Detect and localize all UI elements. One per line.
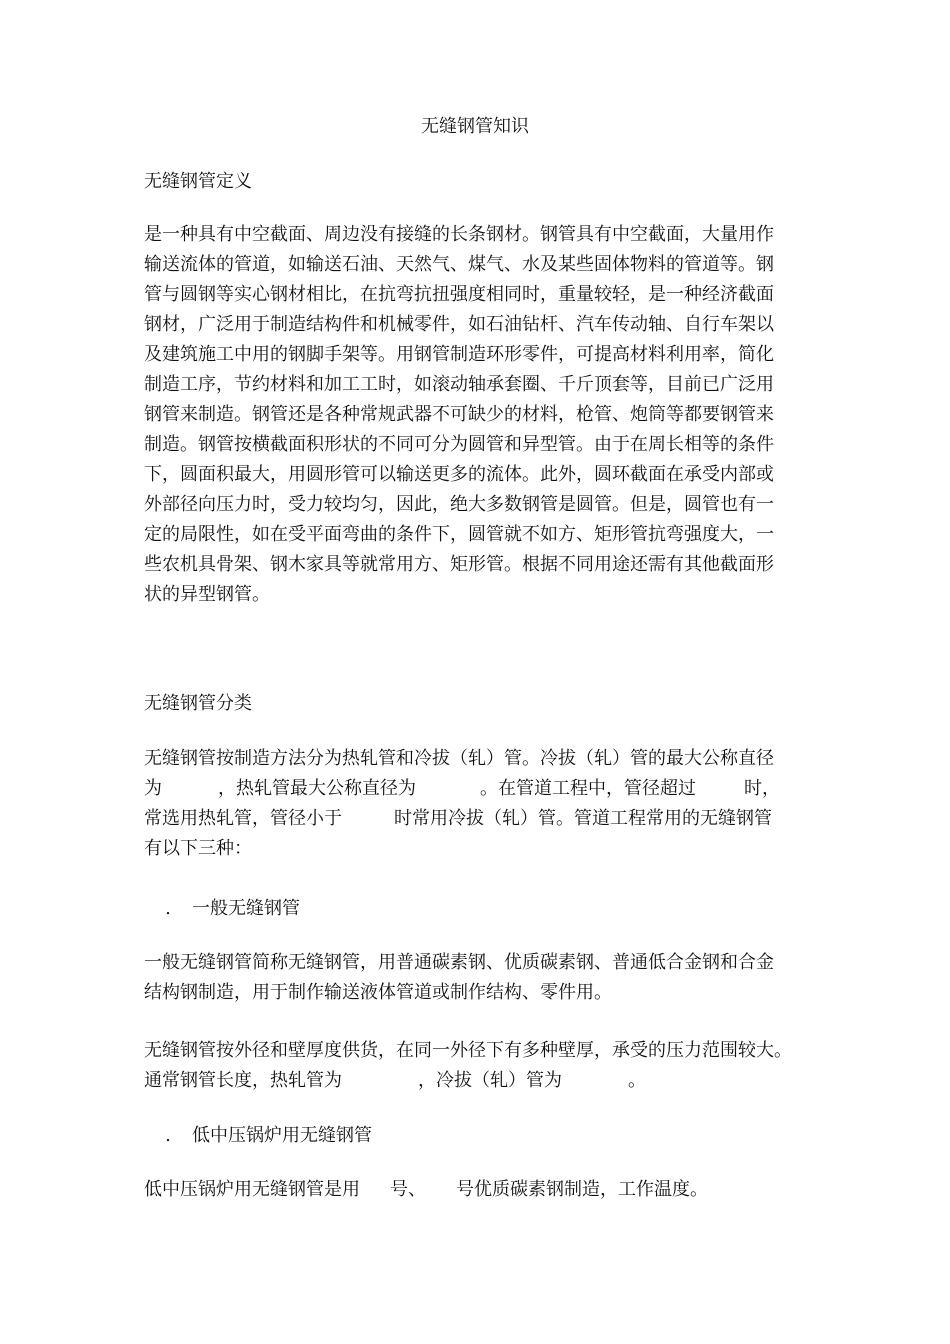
- paragraph-line: 钢管来制造。钢管还是各种常规武器不可缺少的材料，枪管、炮筒等都要钢管来: [144, 404, 774, 425]
- text-fragment: 为: [144, 778, 162, 799]
- text-fragment: 时常用冷拔（轧）管。管道工程常用的无缝钢管: [394, 808, 772, 829]
- paragraph-line: [144, 804, 808, 834]
- section-heading-classification: 无缝钢管分类: [144, 693, 252, 714]
- text-fragment: 。: [628, 1070, 646, 1091]
- paragraph-line: 状的异型钢管。: [144, 584, 270, 605]
- text-fragment: 低中压锅炉用无缝钢管是用: [144, 1179, 360, 1200]
- paragraph-line: 外部径向压力时，受力较均匀，因此，绝大多数钢管是圆管。但是，圆管也有一: [144, 494, 774, 515]
- list-marker: .: [165, 898, 171, 919]
- text-fragment: ，热轧管最大公称直径为: [218, 778, 416, 799]
- paragraph-line: 有以下三种：: [144, 838, 252, 859]
- text-fragment: 常选用热轧管，管径小于: [144, 808, 342, 829]
- text-fragment: ，冷拔（轧）管为: [418, 1070, 562, 1091]
- text-fragment: 号、: [390, 1179, 426, 1200]
- text-fragment: 号优质碳素钢制造，工作温度。: [456, 1179, 708, 1200]
- paragraph-line: 制造。钢管按横截面积形状的不同可分为圆管和异型管。由于在周长相等的条件: [144, 434, 774, 455]
- paragraph-line: 制造工序，节约材料和加工工时，如滚动轴承套圈、千斤顶套等，目前已广泛用: [144, 374, 774, 395]
- list-item-label: 一般无缝钢管: [192, 898, 300, 919]
- list-item-low-medium-pressure-boiler-pipe: [144, 1121, 372, 1151]
- paragraph-line: [144, 774, 808, 804]
- section-heading-definition: 无缝钢管定义: [144, 171, 252, 192]
- boiler-pipe-paragraph: [144, 1175, 808, 1205]
- paragraph-line: 钢材，广泛用于制造结构件和机械零件，如石油钻杆、汽车传动轴、自行车架以: [144, 314, 774, 335]
- paragraph-line: 无缝钢管按制造方法分为热轧管和冷拔（轧）管。冷拔（轧）管的最大公称直径: [144, 748, 774, 769]
- paragraph-line: 无缝钢管按外径和壁厚度供货，在同一外径下有多种壁厚，承受的压力范围较大。: [144, 1040, 792, 1061]
- paragraph-line: 及建筑施工中用的钢脚手架等。用钢管制造环形零件，可提高材料利用率，简化: [144, 344, 774, 365]
- list-item-label: 低中压锅炉用无缝钢管: [192, 1125, 372, 1146]
- paragraph-line: 一般无缝钢管简称无缝钢管，用普通碳素钢、优质碳素钢、普通低合金钢和合金: [144, 952, 774, 973]
- paragraph-line: [144, 1066, 824, 1096]
- general-pipe-paragraph-2: [144, 1036, 824, 1096]
- list-marker: .: [165, 1125, 171, 1146]
- list-item-general-seamless-pipe: [144, 894, 300, 924]
- paragraph-line: 管与圆钢等实心钢材相比，在抗弯抗扭强度相同时，重量较轻，是一种经济截面: [144, 284, 774, 305]
- paragraph-line: 输送流体的管道，如输送石油、天然气、煤气、水及某些固体物料的管道等。钢: [144, 254, 774, 275]
- definition-paragraph: [144, 220, 808, 610]
- paragraph-line: [144, 1175, 808, 1205]
- paragraph-line: 是一种具有中空截面、周边没有接缝的长条钢材。钢管具有中空截面，大量用作: [144, 224, 774, 245]
- text-fragment: 。在管道工程中，管径超过: [480, 778, 696, 799]
- paragraph-line: 些农机具骨架、钢木家具等就常用方、矩形管。根据不同用途还需有其他截面形: [144, 554, 774, 575]
- text-fragment: 通常钢管长度，热轧管为: [144, 1070, 342, 1091]
- paragraph-line: 定的局限性，如在受平面弯曲的条件下，圆管就不如方、矩形管抗弯强度大，一: [144, 524, 774, 545]
- text-fragment: 时，: [744, 778, 780, 799]
- classification-intro-paragraph: [144, 744, 808, 864]
- general-pipe-paragraph-1: [144, 948, 808, 1008]
- paragraph-line: 下，圆面积最大，用圆形管可以输送更多的流体。此外，圆环截面在承受内部或: [144, 464, 774, 485]
- paragraph-line: 结构钢制造，用于制作输送液体管道或制作结构、零件用。: [144, 982, 612, 1003]
- document-title: 无缝钢管知识: [421, 116, 529, 137]
